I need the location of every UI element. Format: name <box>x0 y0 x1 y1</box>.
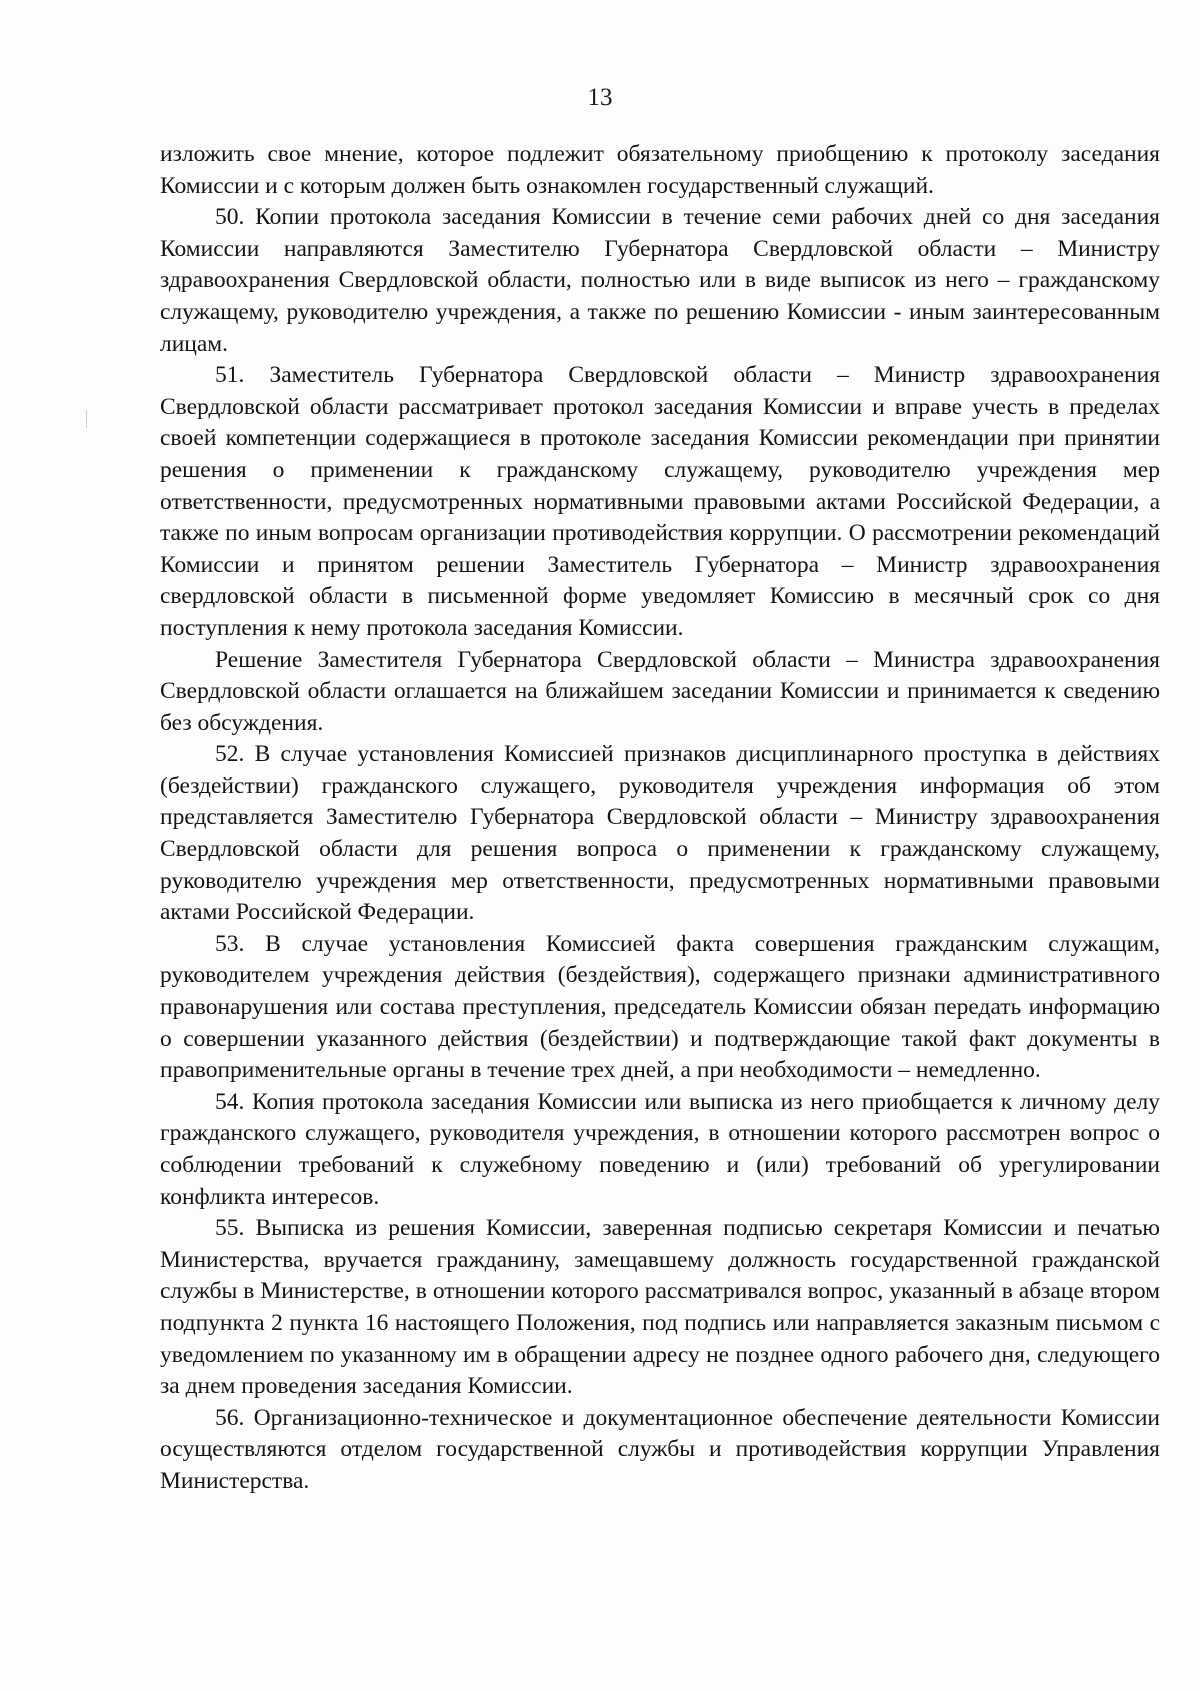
paragraph-52: 52. В случае установления Комиссией признаков дисциплинарного проступка в действиях (бездействии) гражданского служащего, руководителя учреждения информация об этом представляется Заместителю Губернатора Свердловской области – Министру здравоохранения Свердловской области для решения вопроса о применении к гражданскому служащему, руководителю учреждения мер ответственности, предусмотренных нормативными правовыми актами Российской Федерации. <box>160 741 1160 926</box>
margin-scan-mark <box>86 410 87 428</box>
paragraph-51-decision: Решение Заместителя Губернатора Свердловской области – Министра здравоохранения Свердловской области оглашается на ближайшем заседании Комиссии и принимается к сведению без обсуждения. <box>160 646 1160 736</box>
paragraph-53: 53. В случае установления Комиссией факта совершения гражданским служащим, руководителем учреждения действия (бездействия), содержащего признаки административного правонарушения или состава преступления, председатель Комиссии обязан передать информацию о совершении указанного действия (бездействии) и подтверждающие такой факт документы в правоприменительные органы в течение трех дней, а при необходимости – немедленно. <box>160 930 1160 1084</box>
paragraph-54: 54. Копия протокола заседания Комиссии или выписка из него приобщается к личному делу гражданского служащего, руководителя учреждения, в отношении которого рассмотрен вопрос о соблюдении требований к служебному поведению и (или) требований об урегулировании конфликта интересов. <box>160 1088 1160 1210</box>
paragraph-55: 55. Выписка из решения Комиссии, заверенная подписью секретаря Комиссии и печатью Министерства, вручается гражданину, замещавшему должность государственной гражданской службы в Министерстве, в отношении которого рассматривался вопрос, указанный в абзаце втором подпункта 2 пункта 16 настоящего Положения, под подпись или направляется заказным письмом с уведомлением по указанному им в обращении адресу не позднее одного рабочего дня, следующего за днем проведения заседания Комиссии. <box>160 1215 1160 1400</box>
paragraph-50: 50. Копии протокола заседания Комиссии в течение семи рабочих дней со дня заседания Комиссии направляются Заместителю Губернатора Свердловской области – Министру здравоохранения Свердловской области, полностью или в виде выписок из него – гражданскому служащему, руководителю учреждения, а также по решению Комиссии - иным заинтересованным лицам. <box>160 204 1160 357</box>
paragraph-51: 51. Заместитель Губернатора Свердловской области – Министр здравоохранения Свердловской области рассматривает протокол заседания Комиссии и вправе учесть в пределах своей компетенции содержащиеся в протоколе заседания Комиссии рекомендации при принятии решения о применении к гражданскому служащему, руководителю учреждения мер ответственности, предусмотренных нормативными правовыми актами Российской Федерации, а также по иным вопросам организации противодействия коррупции. О рассмотрении рекомендаций Комиссии и принятом решении Заместитель Губернатора – Министр здравоохранения свердловской области в письменной форме уведомляет Комиссию в месячный срок со дня поступления к нему протокола заседания Комиссии. <box>160 362 1160 641</box>
document-body <box>160 139 1160 1498</box>
paragraph-continuation: изложить свое мнение, которое подлежит обязательному приобщению к протоколу заседания Комиссии и с которым должен быть ознакомлен государственный служащий. <box>160 141 1160 199</box>
paragraph-56: 56. Организационно-техническое и документационное обеспечение деятельности Комиссии осуществляются отделом государственной службы и противодействия коррупции Управления Министерства. <box>160 1404 1160 1494</box>
page-number: 13 <box>587 84 613 111</box>
